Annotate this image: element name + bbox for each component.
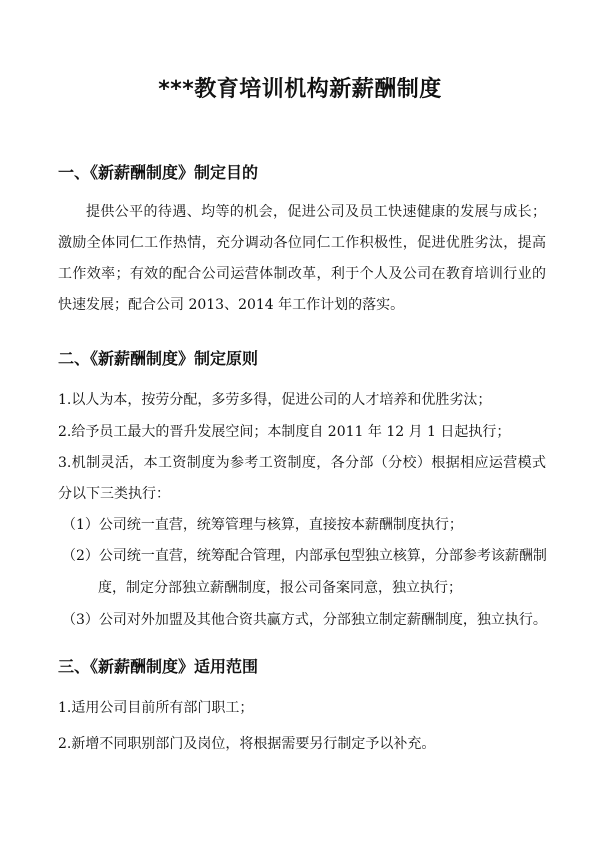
principle-item-1: 1.以人为本，按劳分配，多劳多得，促进公司的人才培养和优胜劣汰；	[58, 392, 492, 408]
principle-subitem-2-line2: 度，制定分部独立薪酬制度，报公司备案同意，独立执行；	[98, 580, 462, 596]
principle-item-3: 3.机制灵活，本工资制度为参考工资制度，各分部（分校）根据相应运营模式分以下三类执行：	[58, 455, 546, 502]
section-heading-purpose: 一、《新薪酬制度》制定目的	[58, 163, 259, 182]
principle-subitem-2-line1: （2）公司统一直营，统筹配合管理，内部承包型独立核算，分部参考该薪酬制	[62, 548, 547, 564]
principle-item-2: 2.给予员工最大的晋升发展空间；本制度自 2011 年 12 月 1 日起执行；	[58, 424, 511, 440]
document-title: ***教育培训机构新薪酬制度	[158, 77, 442, 102]
section-paragraph-purpose: 提供公平的待遇、均等的机会，促进公司及员工快速健康的发展与成长；激励全体同仁工作热情，充分调动各位同仁工作积极性，促进优胜劣汰，提高工作效率；有效的配合公司运营体制改革，利于个人及公司在教育培训行业的快速发展；配合公司 2013、2014 年工作计划的落实。	[58, 204, 546, 313]
principle-subitem-3: （3）公司对外加盟及其他合资共赢方式，分部独立制定薪酬制度，独立执行。	[62, 612, 547, 628]
principle-subitem-1: （1）公司统一直营，统筹管理与核算，直接按本薪酬制度执行；	[62, 517, 463, 533]
scope-item-1: 1.适用公司目前所有部门职工；	[58, 700, 254, 716]
section-heading-scope: 三、《新薪酬制度》适用范围	[58, 657, 259, 676]
scope-item-2: 2.新增不同职别部门及岗位，将根据需要另行制定予以补充。	[58, 736, 436, 752]
section-heading-principles: 二、《新薪酬制度》制定原则	[58, 349, 259, 368]
